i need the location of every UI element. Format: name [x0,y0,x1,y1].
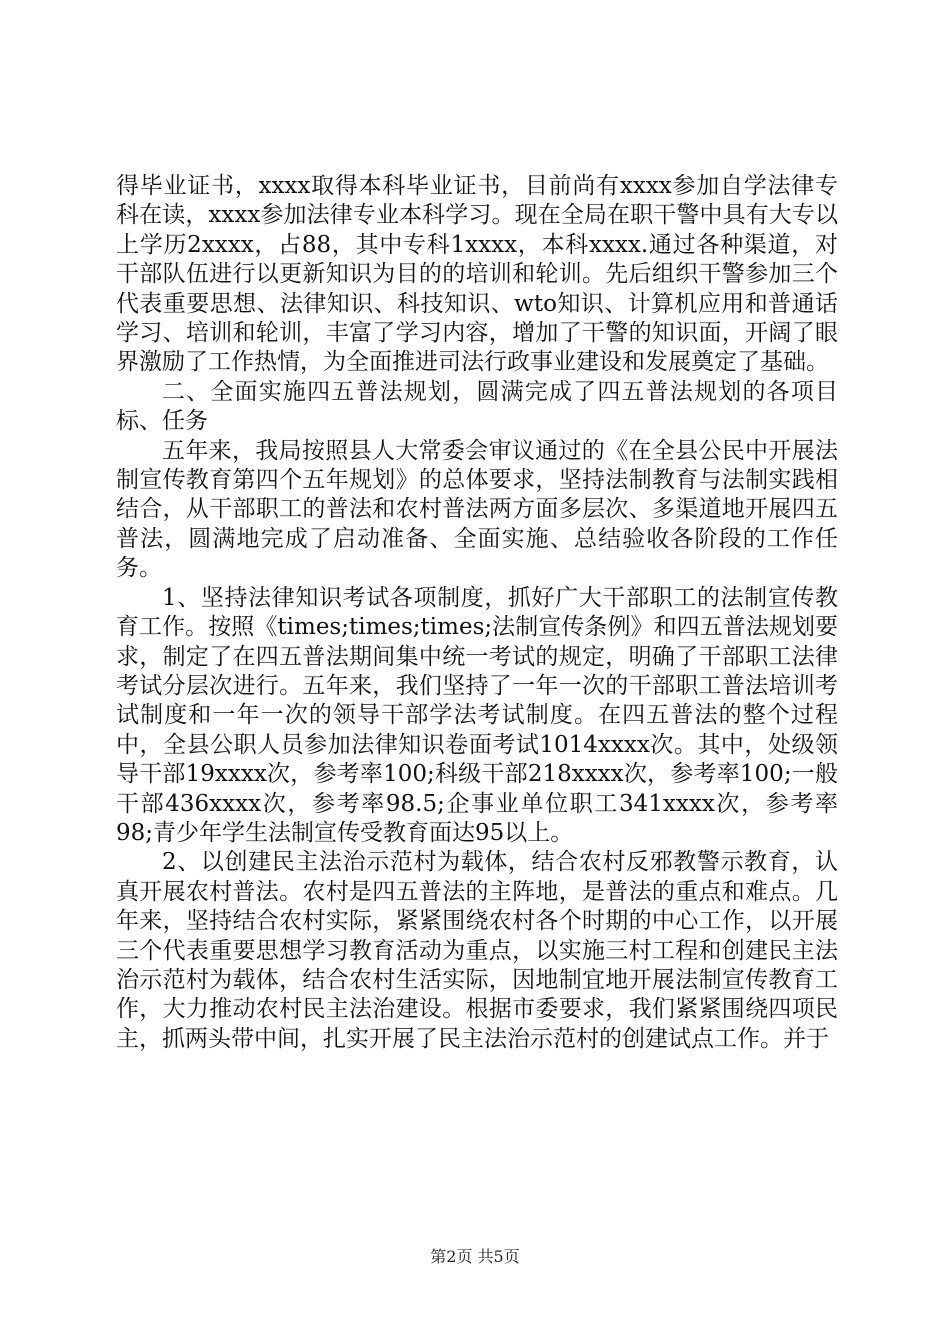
paragraph: 2、以创建民主法治示范村为载体，结合农村反邪教警示教育，认真开展农村普法。农村是四五普法的主阵地，是普法的重点和难点。几年来，坚持结合农村实际，紧紧围绕农村各个时期的中心工作，以开展三个代表重要思想学习教育活动为重点，以实施三村工程和创建民主法治示范村为载体，结合农村生活实际，因地制宜地开展法制宣传教育工作，大力推动农村民主法治建设。根据市委要求，我们紧紧围绕四项民主，抓两头带中间，扎实开展了民主法治示范村的创建试点工作。并于 [116,849,838,1052]
paragraph: 1、坚持法律知识考试各项制度，抓好广大干部职工的法制宣传教育工作。按照《times;times;times;法制宣传条例》和四五普法规划要求，制定了在四五普法期间集中统一考试的规定，明确了干部职工法律考试分层次进行。五年来，我们坚持了一年一次的干部职工普法培训考试制度和一年一次的领导干部学法考试制度。在四五普法的整个过程中，全县公职人员参加法律知识卷面考试1014xxxx次。其中，处级领导干部19xxxx次，参考率100;科级干部218xxxx次，参考率100;一般干部436xxxx次，参考率98.5;企事业单位职工341xxxx次，参考率98;青少年学生法制宣传受教育面达95以上。 [116,584,838,846]
section-heading: 二、全面实施四五普法规划，圆满完成了四五普法规划的各项目标、任务 [116,378,838,435]
page-footer: 第2页 共5页 [430,1247,520,1266]
paragraph: 五年来，我局按照县人大常委会审议通过的《在全县公民中开展法制宣传教育第四个五年规划》的总体要求，坚持法制教育与法制实践相结合，从干部职工的普法和农村普法两方面多层次、多渠道地开展四五普法，圆满地完成了启动准备、全面实施、总结验收各阶段的工作任务。 [116,437,838,582]
paragraph-continuation: 得毕业证书，xxxx取得本科毕业证书，目前尚有xxxx参加自学法律专科在读，xxxx参加法律专业本科学习。现在全局在职干警中具有大专以上学历2xxxx，占88，其中专科1xxxx，本科xxxx.通过各种渠道，对干部队伍进行以更新知识为目的的培训和轮训。先后组织干警参加三个代表重要思想、法律知识、科技知识、wto知识、计算机应用和普通话学习、培训和轮训，丰富了学习内容，增加了干警的知识面，开阔了眼界激励了工作热情，为全面推进司法行政事业建设和发展奠定了基础。 [116,173,838,376]
document-body [116,172,838,1054]
